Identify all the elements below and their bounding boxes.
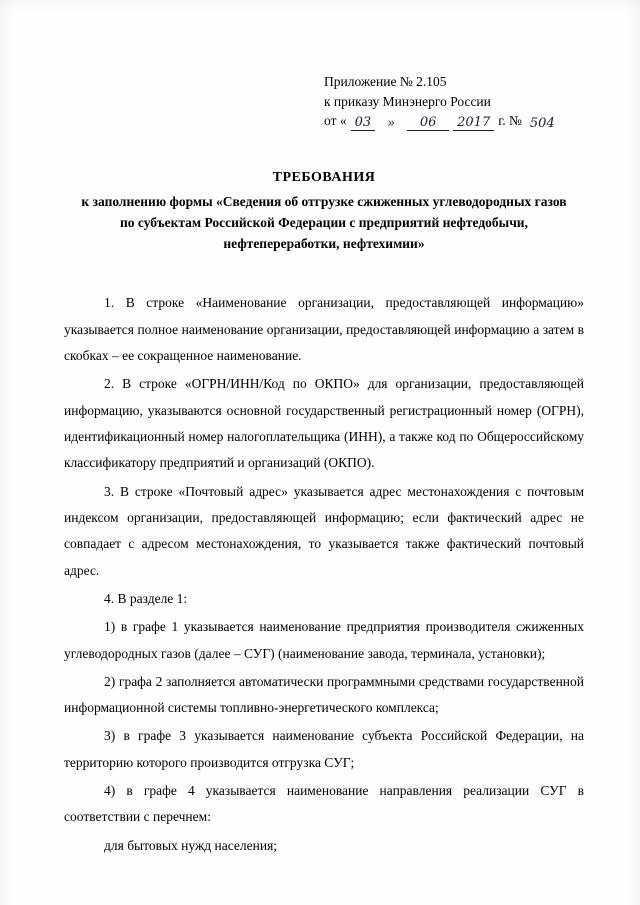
date-year: 2017: [453, 116, 494, 131]
page-edge-shadow-right: [626, 0, 640, 905]
date-suffix: г. №: [498, 113, 522, 129]
document-body: [64, 290, 584, 859]
document-header: [324, 72, 584, 131]
date-month-handwritten: 06: [407, 116, 449, 131]
paragraph-4-item-3: 3) в графе 3 указывается наименование субъекта Российской Федерации, на территорию которого производится отгрузка СУГ;: [64, 728, 584, 770]
page-title: ТРЕБОВАНИЯ: [272, 169, 376, 185]
paragraph-4-item-4: 4) в графе 4 указывается наименование направления реализации СУГ в соответствии с перечнем:: [64, 783, 584, 825]
paragraph-4-item-4-bullet-1: для бытовых нужд населения;: [104, 837, 278, 853]
appendix-number: Приложение № 2.105: [324, 74, 447, 89]
paragraph-4-item-1: 1) в графе 1 указывается наименование предприятия производителя сжиженных углеводородных газов (далее – СУГ) (наименование завода, терминала, установки);: [64, 619, 584, 661]
paragraph-4: 4. В разделе 1:: [104, 590, 188, 606]
paragraph-3: 3. В строке «Почтовый адрес» указывается адрес местонахождения с почтовым индексом организации, предоставляющей информацию; если фактический адрес не совпадает с адресом местонахождения, то указывается также фактический почтовый адрес.: [64, 483, 584, 578]
date-quote-close: »: [387, 116, 396, 132]
paragraph-2: 2. В строке «ОГРН/ИНН/Код по ОКПО» для организации, предоставляющей информацию, указываются основной государственный регистрационный номер (ОГРН), идентификационный номер налогоплательщика (ИНН), а также код по Общероссийскому классификатору предприятий и организаций (ОКПО).: [64, 376, 584, 471]
title-subline-1: к заполнению формы «Сведения об отгрузке сжиженных углеводородных газов: [81, 193, 567, 209]
approval-date-line: [324, 111, 584, 131]
paragraph-1: 1. В строке «Наименование организации, предоставляющей информацию» указывается полное наименование организации, предоставляющей информацию а затем в скобках – ее сокращенное наименование.: [64, 295, 584, 364]
document-title-block: [64, 167, 584, 255]
date-day-handwritten: 03: [351, 116, 376, 131]
date-prefix: от «: [324, 113, 347, 129]
order-reference: к приказу Минэнерго России: [324, 93, 491, 109]
title-subline-3: нефтепереработки, нефтехимии»: [223, 235, 425, 251]
title-subline-2: по субъектам Российской Федерации с предприятий нефтедобычи,: [120, 214, 528, 230]
page-edge-shadow-top: [0, 0, 640, 12]
page-edge-shadow-left: [0, 0, 14, 905]
doc-number-handwritten: 504: [529, 116, 555, 132]
paragraph-4-item-2: 2) графа 2 заполняется автоматически программными средствами государственной информационной системы топливно-энергетического комплекса;: [64, 673, 584, 716]
